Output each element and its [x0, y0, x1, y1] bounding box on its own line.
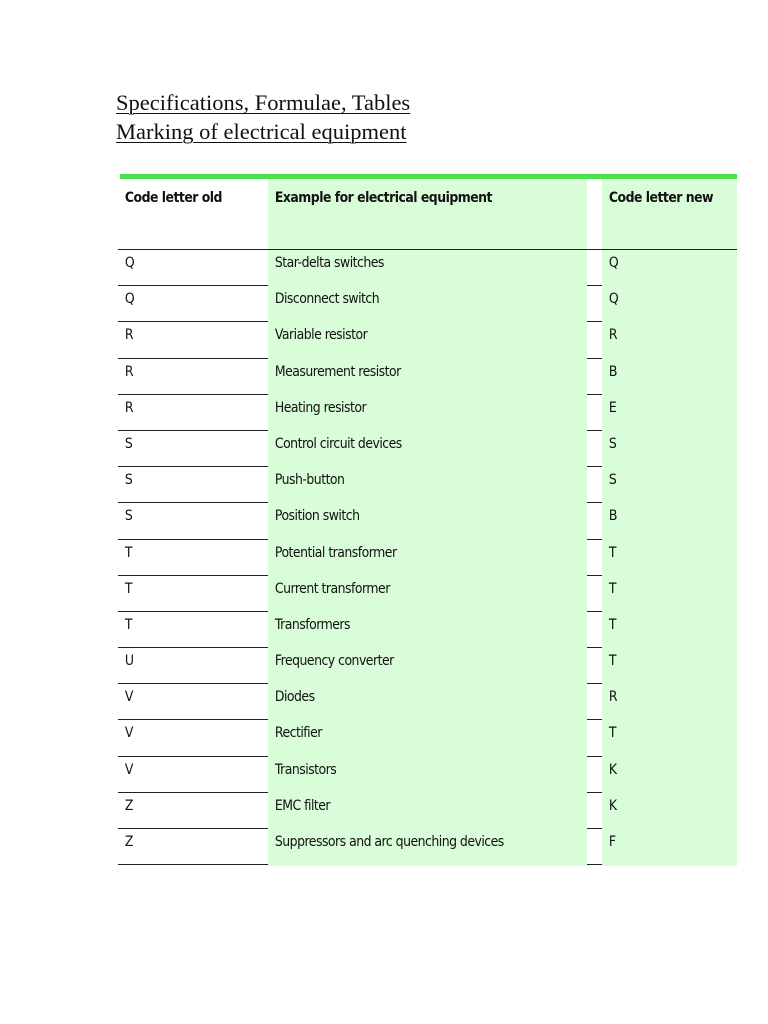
table-row [118, 395, 737, 431]
new-code-cell-bg [602, 612, 737, 649]
table-row [118, 576, 737, 612]
table-row [118, 322, 737, 358]
new-code-cell-bg [602, 286, 737, 323]
example-cell: Potential transformer [274, 544, 397, 561]
code-letter-new-cell: T [608, 725, 616, 742]
example-cell-bg [268, 684, 587, 721]
example-cell: Current transformer [274, 580, 390, 597]
table-row [118, 829, 737, 865]
code-letter-old-cell: T [124, 580, 132, 597]
table-row [118, 431, 737, 467]
new-code-cell-bg [602, 829, 737, 866]
code-letter-new-cell: T [608, 544, 616, 561]
code-letter-new-cell: K [608, 797, 617, 814]
example-cell: Control circuit devices [274, 435, 402, 452]
new-code-cell-bg [602, 431, 737, 468]
document-headings [116, 88, 410, 146]
code-letter-old-cell: T [124, 616, 132, 633]
code-letter-old-cell: Z [124, 797, 133, 814]
code-letter-old-cell: Z [124, 834, 133, 850]
table-row [118, 503, 737, 539]
table-row [118, 793, 737, 829]
table-row [118, 612, 737, 648]
new-code-cell-bg [602, 359, 737, 396]
code-letter-new-cell: K [608, 761, 617, 778]
code-letter-old-cell: Q [124, 255, 135, 271]
table-row [118, 286, 737, 322]
example-cell: Heating resistor [274, 399, 367, 416]
code-letter-old-cell: R [124, 363, 134, 380]
code-letter-old-cell: V [124, 761, 133, 778]
table-row [118, 684, 737, 720]
code-letter-old-cell: Q [124, 291, 135, 308]
code-letter-old-cell: R [124, 399, 134, 416]
example-cell: Push-button [274, 472, 345, 489]
example-cell: Disconnect switch [274, 291, 380, 308]
code-letter-new-cell: E [608, 399, 617, 416]
new-code-cell-bg [602, 757, 737, 794]
code-letter-new-cell: S [608, 435, 617, 452]
code-letter-old-cell: S [124, 472, 133, 489]
table-body [118, 250, 737, 865]
table-row [118, 648, 737, 684]
code-letter-old-cell: T [124, 544, 132, 561]
table-row [118, 467, 737, 503]
new-code-cell-bg [602, 322, 737, 359]
code-letter-old-cell: V [124, 689, 133, 706]
new-code-cell-bg [602, 648, 737, 685]
code-letter-new-cell: R [608, 689, 618, 706]
code-letter-old-cell: S [124, 508, 133, 525]
code-letter-new-cell: Q [608, 255, 619, 271]
example-cell: Rectifier [274, 725, 322, 742]
table-row [118, 720, 737, 756]
new-code-cell-bg [602, 720, 737, 757]
code-letter-new-cell: T [608, 580, 616, 597]
table-row [118, 250, 737, 286]
example-cell: Transistors [274, 761, 337, 778]
code-letter-old-cell: R [124, 327, 134, 344]
code-letter-new-cell: Q [608, 291, 619, 308]
table-row [118, 540, 737, 576]
code-letter-old-cell: U [124, 653, 134, 670]
code-letter-new-cell: R [608, 327, 618, 344]
example-cell: Variable resistor [274, 327, 368, 344]
example-cell: Transformers [274, 616, 351, 633]
new-code-cell-bg [602, 467, 737, 504]
table-row [118, 359, 737, 395]
example-cell: Diodes [274, 689, 315, 706]
example-cell: Suppressors and arc quenching devices [274, 834, 504, 850]
new-code-cell-bg [602, 395, 737, 432]
header-example: Example for electrical equipment [274, 190, 492, 206]
code-letter-new-cell: B [608, 363, 617, 380]
code-letter-old-cell: V [124, 725, 133, 742]
code-letter-new-cell: T [608, 653, 616, 670]
code-letter-old-cell: S [124, 435, 133, 452]
example-cell: EMC filter [274, 797, 331, 814]
header-code-letter-old: Code letter old [124, 190, 222, 206]
new-code-cell-bg [602, 503, 737, 540]
heading-marking: Marking of electrical equipment [116, 119, 407, 144]
example-cell: Position switch [274, 508, 360, 525]
equipment-code-table [118, 174, 737, 865]
new-code-cell-bg [602, 684, 737, 721]
table-row [118, 757, 737, 793]
header-code-letter-new: Code letter new [608, 190, 714, 206]
new-code-cell-bg [602, 576, 737, 613]
code-letter-new-cell: S [608, 472, 617, 489]
code-letter-new-cell: T [608, 616, 616, 633]
example-cell: Frequency converter [274, 653, 394, 670]
example-cell: Star-delta switches [274, 255, 384, 271]
new-code-cell-bg [602, 250, 737, 287]
code-letter-new-cell: B [608, 508, 617, 525]
table-header-row [118, 179, 737, 250]
new-code-cell-bg [602, 540, 737, 577]
heading-specifications: Specifications, Formulae, Tables [116, 90, 411, 115]
code-letter-new-cell: F [608, 834, 616, 850]
new-code-cell-bg [602, 793, 737, 830]
example-cell: Measurement resistor [274, 363, 401, 380]
